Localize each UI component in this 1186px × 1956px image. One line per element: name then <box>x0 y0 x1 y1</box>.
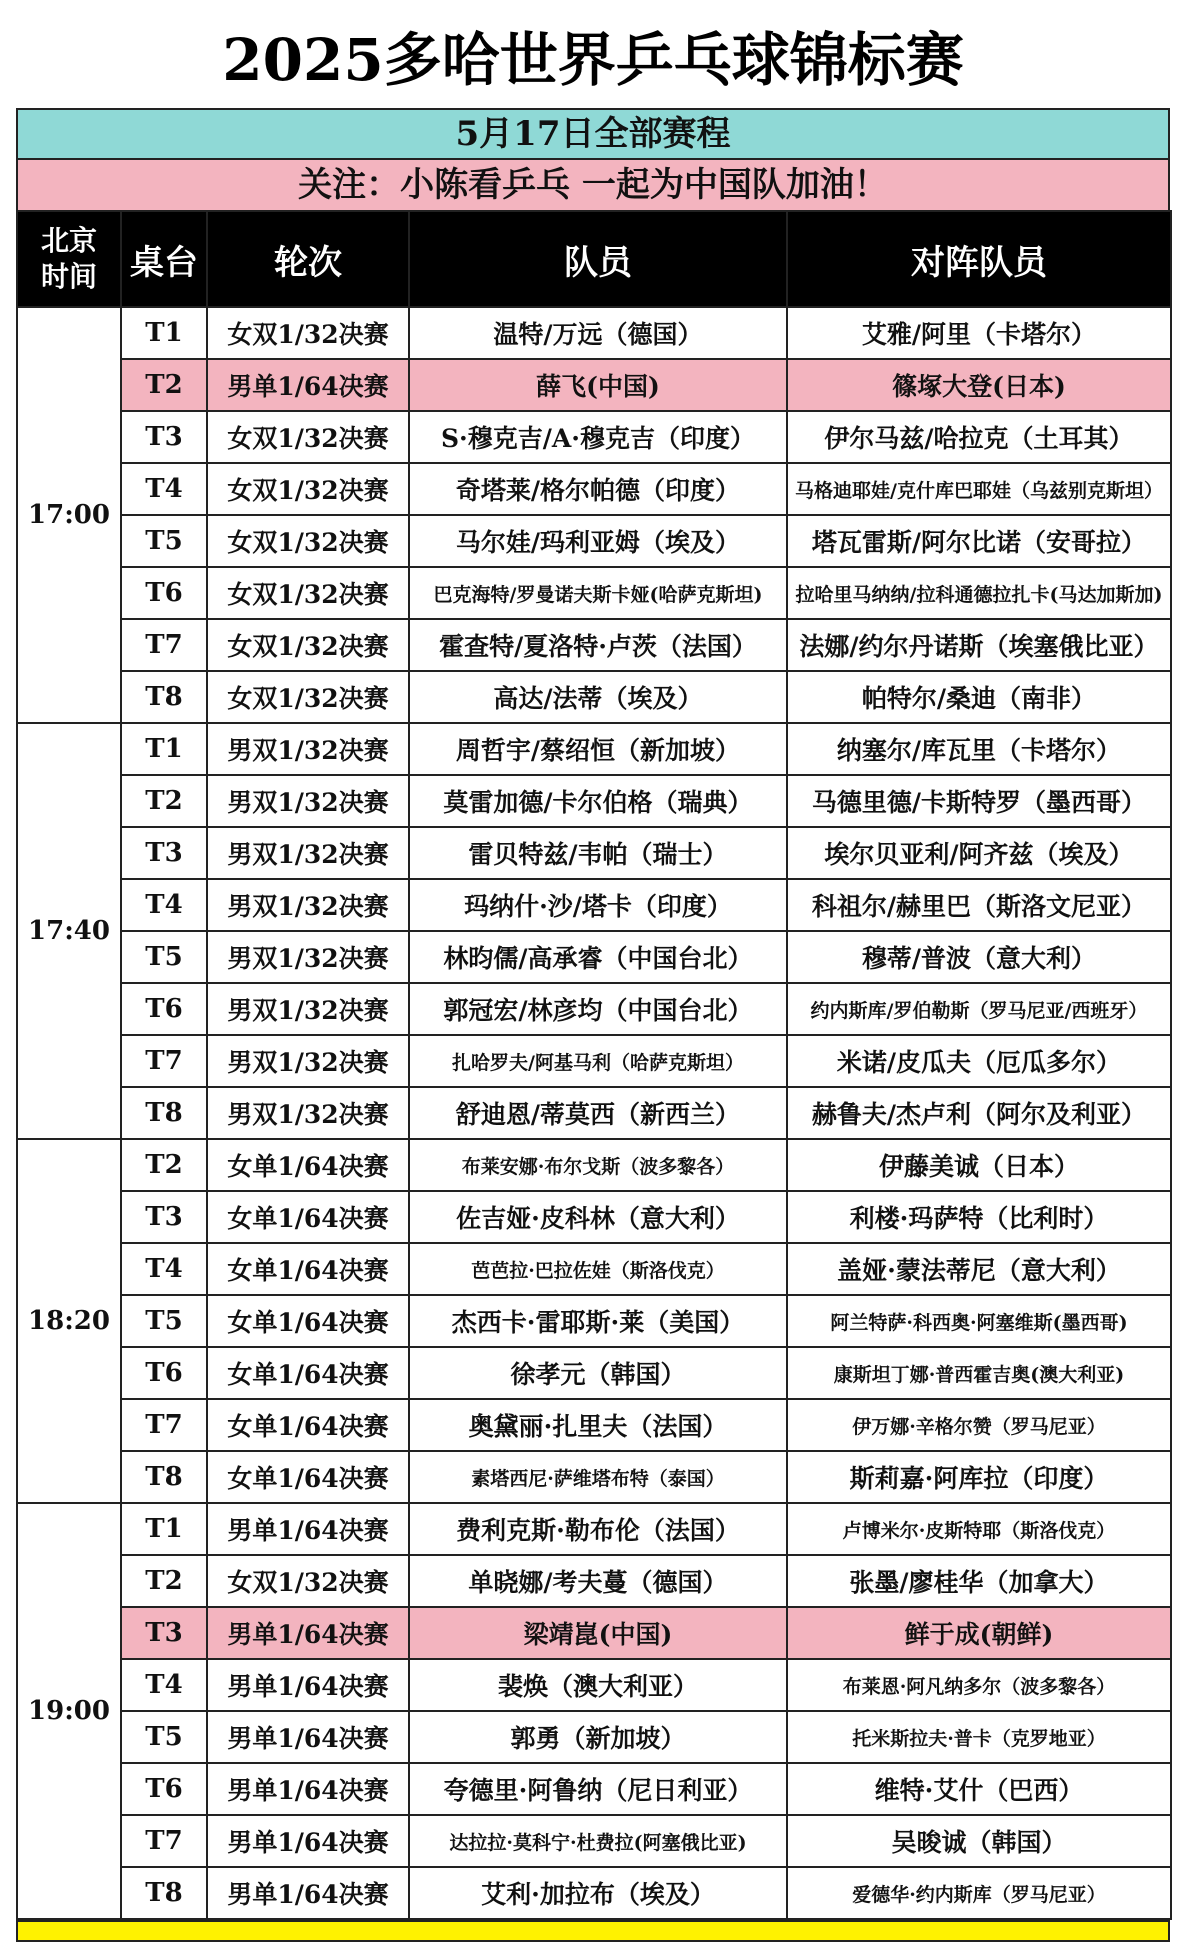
round-name: 男双1/32决赛 <box>207 1087 409 1139</box>
opponent-name: 马格迪耶娃/克什库巴耶娃（乌兹别克斯坦） <box>787 463 1171 515</box>
player-name: 布莱安娜·布尔戈斯（波多黎各） <box>409 1139 787 1191</box>
opponent-name: 布莱恩·阿凡纳多尔（波多黎各） <box>787 1659 1171 1711</box>
round-name: 男单1/64决赛 <box>207 1867 409 1919</box>
table-row <box>17 463 1171 515</box>
player-name: 单晓娜/考夫蔓（德国） <box>409 1555 787 1607</box>
header-time-line2: 时间 <box>40 260 97 293</box>
header-table: 桌台 <box>121 211 207 307</box>
round-name: 女双1/32决赛 <box>207 619 409 671</box>
table-number: T4 <box>121 879 207 931</box>
round-name: 女单1/64决赛 <box>207 1191 409 1243</box>
round-name: 女单1/64决赛 <box>207 1243 409 1295</box>
player-name: 巴克海特/罗曼诺夫斯卡娅(哈萨克斯坦) <box>409 567 787 619</box>
player-name: 玛纳什·沙/塔卡（印度） <box>409 879 787 931</box>
table-row <box>17 1035 1171 1087</box>
round-name: 男单1/64决赛 <box>207 1711 409 1763</box>
player-name: 扎哈罗夫/阿基马利（哈萨克斯坦） <box>409 1035 787 1087</box>
table-row <box>17 1711 1171 1763</box>
player-name: 夸德里·阿鲁纳（尼日利亚） <box>409 1763 787 1815</box>
round-name: 男单1/64决赛 <box>207 1659 409 1711</box>
player-name: 郭冠宏/林彦均（中国台北） <box>409 983 787 1035</box>
table-number: T1 <box>121 307 207 359</box>
round-name: 男单1/64决赛 <box>207 1815 409 1867</box>
table-number: T8 <box>121 1087 207 1139</box>
player-name: 奥黛丽·扎里夫（法国） <box>409 1399 787 1451</box>
table-row <box>17 775 1171 827</box>
player-name: 裴焕（澳大利亚） <box>409 1659 787 1711</box>
table-number: T7 <box>121 1815 207 1867</box>
table-number: T6 <box>121 1347 207 1399</box>
header-time <box>17 211 121 307</box>
opponent-name: 帕特尔/桑迪（南非） <box>787 671 1171 723</box>
table-row <box>17 1763 1171 1815</box>
session-time: 19:00 <box>17 1503 121 1919</box>
opponent-name: 伊万娜·辛格尔赞（罗马尼亚） <box>787 1399 1171 1451</box>
player-name: 周哲宇/蔡绍恒（新加坡） <box>409 723 787 775</box>
table-number: T5 <box>121 1295 207 1347</box>
player-name: 林昀儒/高承睿（中国台北） <box>409 931 787 983</box>
table-number: T7 <box>121 1399 207 1451</box>
round-name: 女双1/32决赛 <box>207 567 409 619</box>
table-row <box>17 723 1171 775</box>
table-number: T7 <box>121 1035 207 1087</box>
table-number: T3 <box>121 827 207 879</box>
player-name: 芭芭拉·巴拉佐娃（斯洛伐克） <box>409 1243 787 1295</box>
table-row <box>17 1451 1171 1503</box>
table-number: T1 <box>121 723 207 775</box>
table-row <box>17 1399 1171 1451</box>
opponent-name: 维特·艾什（巴西） <box>787 1763 1171 1815</box>
table-number: T6 <box>121 1763 207 1815</box>
round-name: 男双1/32决赛 <box>207 1035 409 1087</box>
header-time-line1: 北京 <box>40 224 97 257</box>
table-row <box>17 619 1171 671</box>
header-opponent: 对阵队员 <box>787 211 1171 307</box>
opponent-name: 张墨/廖桂华（加拿大） <box>787 1555 1171 1607</box>
opponent-name: 篠塚大登(日本) <box>787 359 1171 411</box>
round-name: 女单1/64决赛 <box>207 1347 409 1399</box>
round-name: 女单1/64决赛 <box>207 1295 409 1347</box>
header-player: 队员 <box>409 211 787 307</box>
table-row <box>17 931 1171 983</box>
table-number: T6 <box>121 567 207 619</box>
opponent-name: 盖娅·蒙法蒂尼（意大利） <box>787 1243 1171 1295</box>
opponent-name: 托米斯拉夫·普卡（克罗地亚） <box>787 1711 1171 1763</box>
table-number: T2 <box>121 359 207 411</box>
player-name: S·穆克吉/A·穆克吉（印度） <box>409 411 787 463</box>
round-name: 男单1/64决赛 <box>207 359 409 411</box>
opponent-name: 埃尔贝亚利/阿齐兹（埃及） <box>787 827 1171 879</box>
round-name: 男双1/32决赛 <box>207 931 409 983</box>
round-name: 女双1/32决赛 <box>207 411 409 463</box>
table-row <box>17 1087 1171 1139</box>
round-name: 男双1/32决赛 <box>207 983 409 1035</box>
player-name: 杰西卡·雷耶斯·莱（美国） <box>409 1295 787 1347</box>
table-row <box>17 567 1171 619</box>
round-name: 女单1/64决赛 <box>207 1139 409 1191</box>
opponent-name: 利楼·玛萨特（比利时） <box>787 1191 1171 1243</box>
player-name: 莫雷加德/卡尔伯格（瑞典） <box>409 775 787 827</box>
opponent-name: 法娜/约尔丹诺斯（埃塞俄比亚） <box>787 619 1171 671</box>
opponent-name: 赫鲁夫/杰卢利（阿尔及利亚） <box>787 1087 1171 1139</box>
table-number: T8 <box>121 1451 207 1503</box>
table-row <box>17 1867 1171 1919</box>
header-round: 轮次 <box>207 211 409 307</box>
opponent-name: 伊藤美诚（日本） <box>787 1139 1171 1191</box>
player-name: 佐吉娅·皮科林（意大利） <box>409 1191 787 1243</box>
opponent-name: 塔瓦雷斯/阿尔比诺（安哥拉） <box>787 515 1171 567</box>
table-number: T2 <box>121 1139 207 1191</box>
table-number: T1 <box>121 1503 207 1555</box>
opponent-name: 吴晙诚（韩国） <box>787 1815 1171 1867</box>
table-row <box>17 983 1171 1035</box>
round-name: 女双1/32决赛 <box>207 1555 409 1607</box>
player-name: 霍查特/夏洛特·卢茨（法国） <box>409 619 787 671</box>
opponent-name: 拉哈里马纳纳/拉科通德拉扎卡(马达加斯加) <box>787 567 1171 619</box>
table-row <box>17 359 1171 411</box>
table-row <box>17 827 1171 879</box>
page-title: 2025多哈世界乒乓球锦标赛 <box>222 26 964 94</box>
table-number: T5 <box>121 931 207 983</box>
round-name: 男双1/32决赛 <box>207 879 409 931</box>
round-name: 女双1/32决赛 <box>207 307 409 359</box>
round-name: 男单1/64决赛 <box>207 1607 409 1659</box>
table-number: T4 <box>121 463 207 515</box>
opponent-name: 伊尔马兹/哈拉克（土耳其） <box>787 411 1171 463</box>
round-name: 男双1/32决赛 <box>207 723 409 775</box>
opponent-name: 鲜于成(朝鲜) <box>787 1607 1171 1659</box>
table-row <box>17 1191 1171 1243</box>
opponent-name: 康斯坦丁娜·普西霍吉奥(澳大利亚) <box>787 1347 1171 1399</box>
player-name: 高达/法蒂（埃及） <box>409 671 787 723</box>
table-row <box>17 671 1171 723</box>
opponent-name: 艾雅/阿里（卡塔尔） <box>787 307 1171 359</box>
date-banner: 5月17日全部赛程 <box>16 108 1170 160</box>
opponent-name: 斯莉嘉·阿库拉（印度） <box>787 1451 1171 1503</box>
player-name: 费利克斯·勒布伦（法国） <box>409 1503 787 1555</box>
table-header-row <box>17 211 1171 307</box>
player-name: 郭勇（新加坡） <box>409 1711 787 1763</box>
opponent-name: 马德里德/卡斯特罗（墨西哥） <box>787 775 1171 827</box>
table-row <box>17 1607 1171 1659</box>
round-name: 男双1/32决赛 <box>207 827 409 879</box>
table-number: T7 <box>121 619 207 671</box>
player-name: 梁靖崑(中国) <box>409 1607 787 1659</box>
player-name: 达拉拉·莫科宁·杜费拉(阿塞俄比亚) <box>409 1815 787 1867</box>
player-name: 温特/万远（德国） <box>409 307 787 359</box>
table-row <box>17 515 1171 567</box>
opponent-name: 约内斯库/罗伯勒斯（罗马尼亚/西班牙） <box>787 983 1171 1035</box>
table-row <box>17 1815 1171 1867</box>
table-number: T4 <box>121 1243 207 1295</box>
round-name: 女双1/32决赛 <box>207 671 409 723</box>
table-row <box>17 1243 1171 1295</box>
session-time: 17:00 <box>17 307 121 723</box>
table-row <box>17 1555 1171 1607</box>
round-name: 男双1/32决赛 <box>207 775 409 827</box>
schedule-body <box>17 307 1171 1919</box>
player-name: 薛飞(中国) <box>409 359 787 411</box>
opponent-name: 阿兰特萨·科西奥·阿塞维斯(墨西哥) <box>787 1295 1171 1347</box>
round-name: 女双1/32决赛 <box>207 463 409 515</box>
schedule-table <box>16 210 1172 1920</box>
opponent-name: 纳塞尔/库瓦里（卡塔尔） <box>787 723 1171 775</box>
table-number: T5 <box>121 1711 207 1763</box>
table-row <box>17 1659 1171 1711</box>
table-number: T2 <box>121 1555 207 1607</box>
player-name: 艾利·加拉布（埃及） <box>409 1867 787 1919</box>
opponent-name: 爱德华·约内斯库（罗马尼亚） <box>787 1867 1171 1919</box>
player-name: 徐孝元（韩国） <box>409 1347 787 1399</box>
bottom-bar <box>16 1920 1170 1942</box>
table-row <box>17 1295 1171 1347</box>
round-name: 女单1/64决赛 <box>207 1451 409 1503</box>
table-number: T6 <box>121 983 207 1035</box>
player-name: 马尔娃/玛利亚姆（埃及） <box>409 515 787 567</box>
table-row <box>17 879 1171 931</box>
round-name: 女双1/32决赛 <box>207 515 409 567</box>
table-number: T3 <box>121 1607 207 1659</box>
round-name: 男单1/64决赛 <box>207 1503 409 1555</box>
note-banner: 关注：小陈看乒乓 一起为中国队加油！ <box>16 158 1170 212</box>
session-time: 18:20 <box>17 1139 121 1503</box>
table-number: T3 <box>121 411 207 463</box>
table-row <box>17 1139 1171 1191</box>
round-name: 女单1/64决赛 <box>207 1399 409 1451</box>
table-row <box>17 411 1171 463</box>
table-row <box>17 307 1171 359</box>
table-row <box>17 1503 1171 1555</box>
opponent-name: 卢博米尔·皮斯特耶（斯洛伐克） <box>787 1503 1171 1555</box>
table-row <box>17 1347 1171 1399</box>
table-number: T4 <box>121 1659 207 1711</box>
opponent-name: 米诺/皮瓜夫（厄瓜多尔） <box>787 1035 1171 1087</box>
table-number: T8 <box>121 1867 207 1919</box>
player-name: 雷贝特兹/韦帕（瑞士） <box>409 827 787 879</box>
opponent-name: 科祖尔/赫里巴（斯洛文尼亚） <box>787 879 1171 931</box>
round-name: 男单1/64决赛 <box>207 1763 409 1815</box>
table-number: T8 <box>121 671 207 723</box>
session-time: 17:40 <box>17 723 121 1139</box>
table-number: T2 <box>121 775 207 827</box>
player-name: 素塔西尼·萨维塔布特（泰国） <box>409 1451 787 1503</box>
table-number: T5 <box>121 515 207 567</box>
player-name: 奇塔莱/格尔帕德（印度） <box>409 463 787 515</box>
player-name: 舒迪恩/蒂莫西（新西兰） <box>409 1087 787 1139</box>
opponent-name: 穆蒂/普波（意大利） <box>787 931 1171 983</box>
table-number: T3 <box>121 1191 207 1243</box>
